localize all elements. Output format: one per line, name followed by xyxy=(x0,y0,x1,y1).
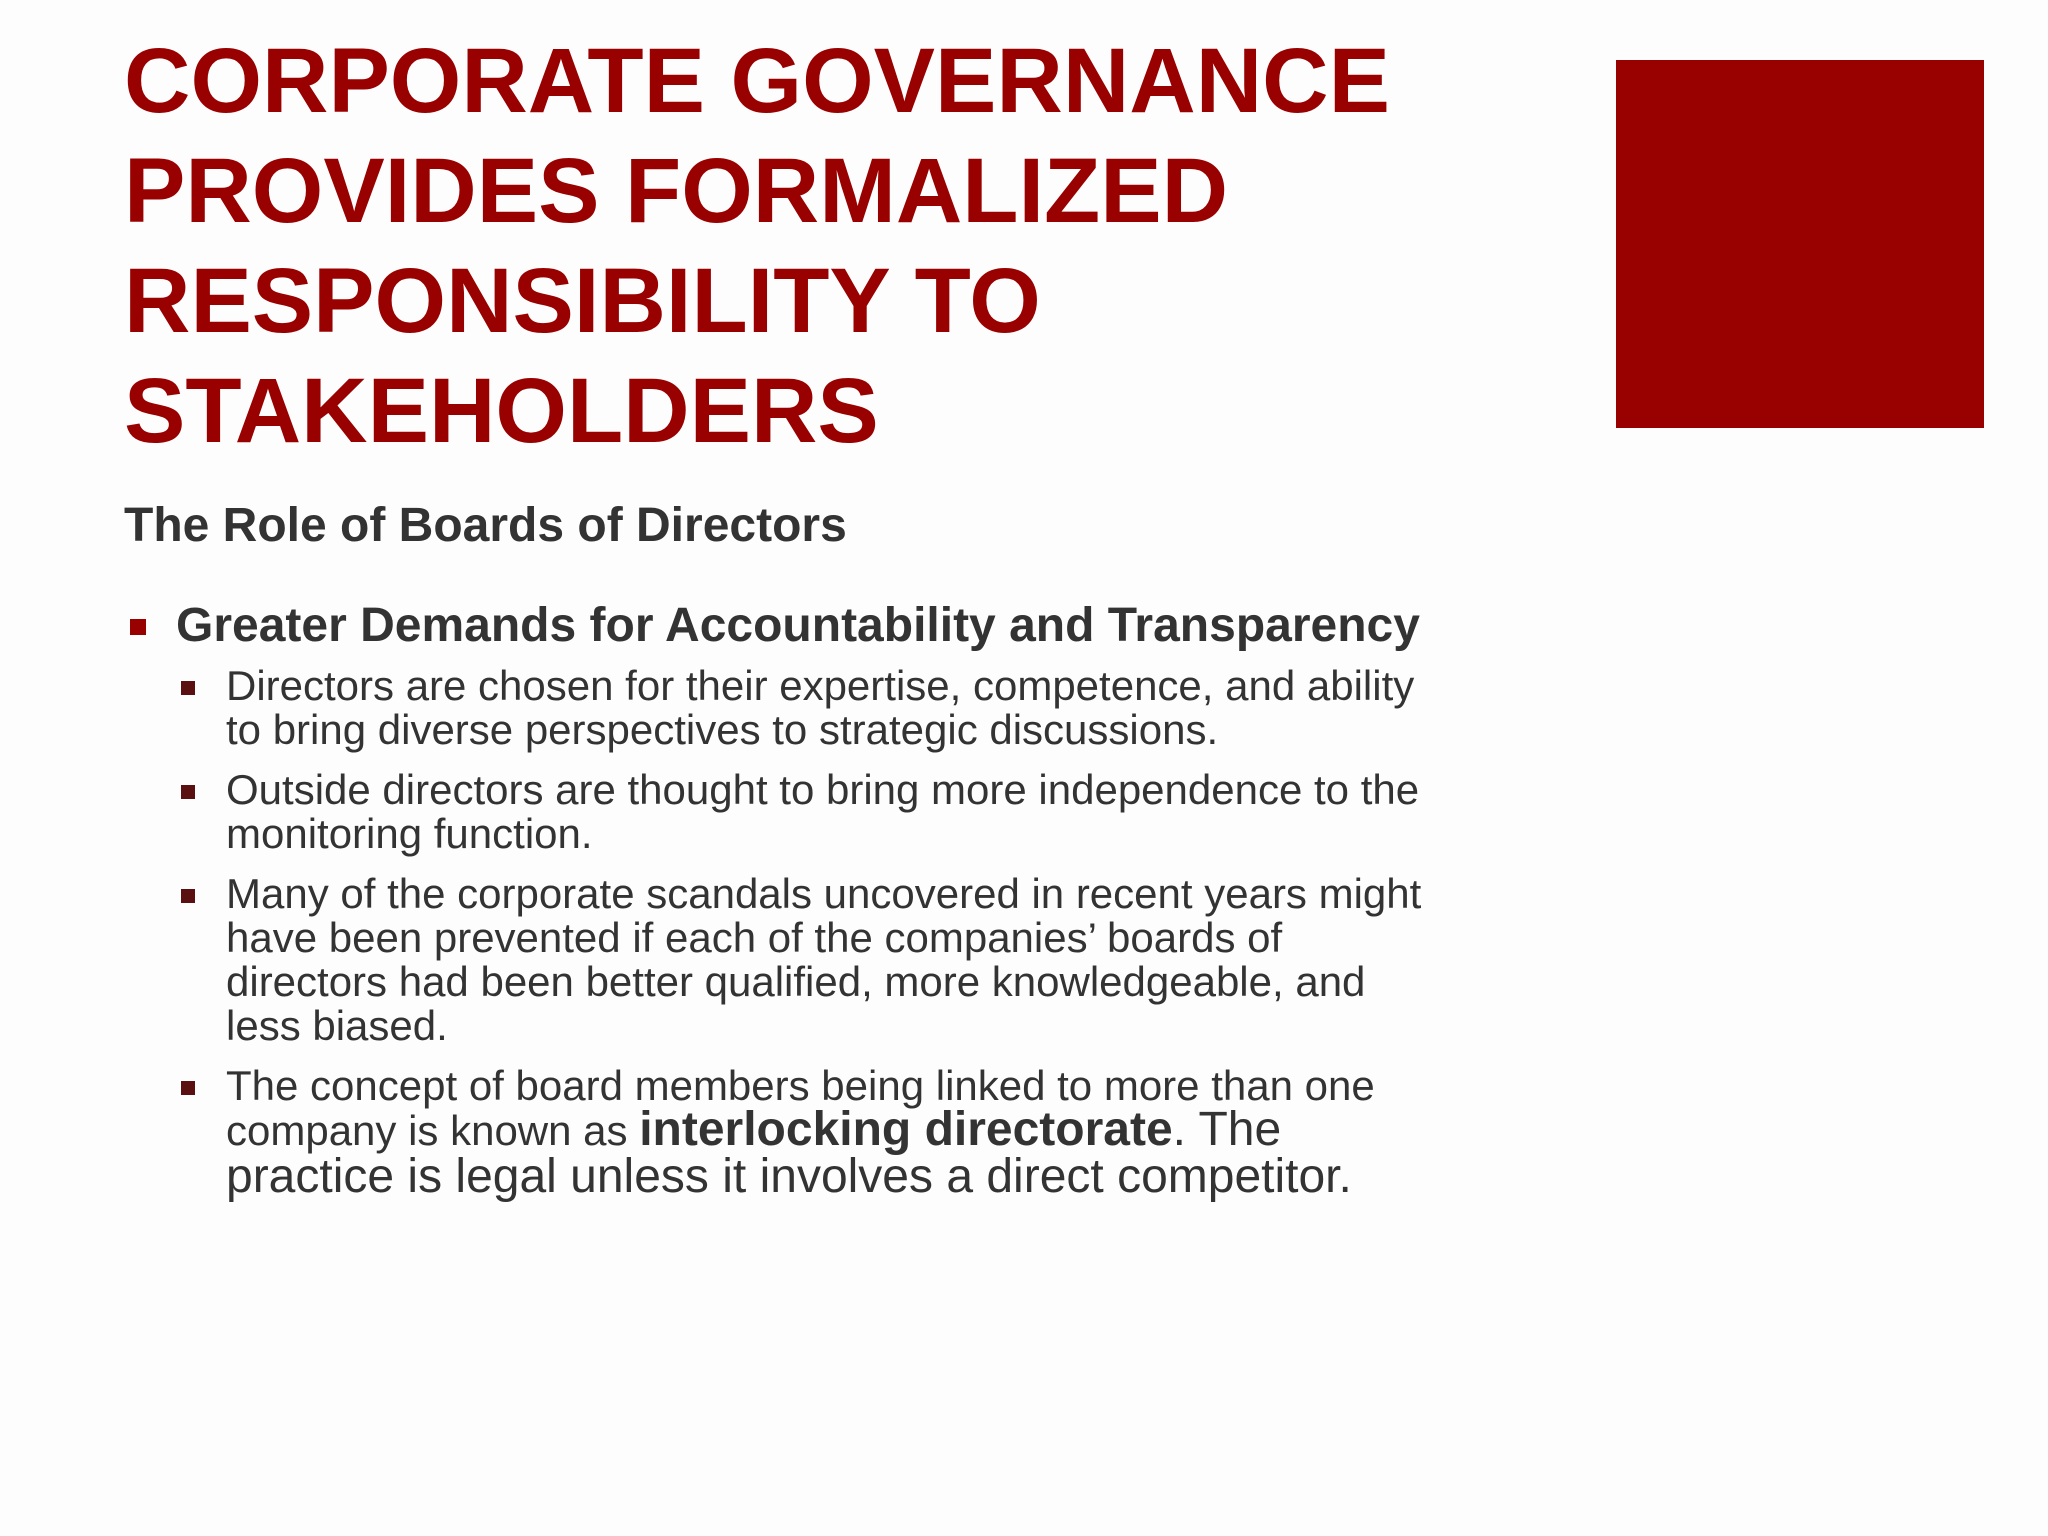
square-bullet-icon xyxy=(130,619,146,635)
bullet-line: less biased. xyxy=(226,1002,448,1049)
square-bullet-icon xyxy=(181,681,195,695)
slide-title xyxy=(124,26,1524,466)
bullet-text: company is known as xyxy=(226,1107,640,1154)
heading-bullet xyxy=(124,594,1564,658)
square-bullet-icon xyxy=(181,785,195,799)
sub-bullet xyxy=(226,1064,1564,1201)
bullet-line: monitoring function. xyxy=(226,810,593,857)
title-line: PROVIDES FORMALIZED xyxy=(124,140,1229,242)
title-line: STAKEHOLDERS xyxy=(124,360,879,462)
bullet-line: to bring diverse perspectives to strategic discussions. xyxy=(226,706,1219,753)
title-line: CORPORATE GOVERNANCE xyxy=(124,30,1390,132)
sub-bullet xyxy=(226,872,1564,1048)
bullet-line: directors had been better qualified, more knowledgeable, and xyxy=(226,958,1366,1005)
bullet-line: Outside directors are thought to bring more independence to the xyxy=(226,766,1420,813)
bullet-line: have been prevented if each of the companies’ boards of xyxy=(226,914,1283,961)
bullet-content xyxy=(124,594,1564,1217)
sub-bullet xyxy=(226,768,1564,856)
sub-bullet-list xyxy=(124,664,1564,1201)
bullet-line xyxy=(226,1103,1564,1156)
accent-block xyxy=(1616,60,1984,428)
title-line: RESPONSIBILITY TO xyxy=(124,250,1041,352)
heading-bullet-text: Greater Demands for Accountability and Transparency xyxy=(176,599,1420,652)
bullet-line: The concept of board members being linked to more than one xyxy=(226,1062,1375,1109)
slide-subtitle: The Role of Boards of Directors xyxy=(124,499,847,552)
bullet-line: Directors are chosen for their expertise, competence, and ability xyxy=(226,662,1415,709)
bullet-text: . The xyxy=(1172,1103,1282,1156)
square-bullet-icon xyxy=(181,889,195,903)
bullet-line: Many of the corporate scandals uncovered in recent years might xyxy=(226,870,1422,917)
key-term: interlocking directorate xyxy=(639,1103,1173,1156)
square-bullet-icon xyxy=(181,1081,195,1095)
bullet-line: practice is legal unless it involves a direct competitor. xyxy=(226,1150,1352,1203)
sub-bullet xyxy=(226,664,1564,752)
